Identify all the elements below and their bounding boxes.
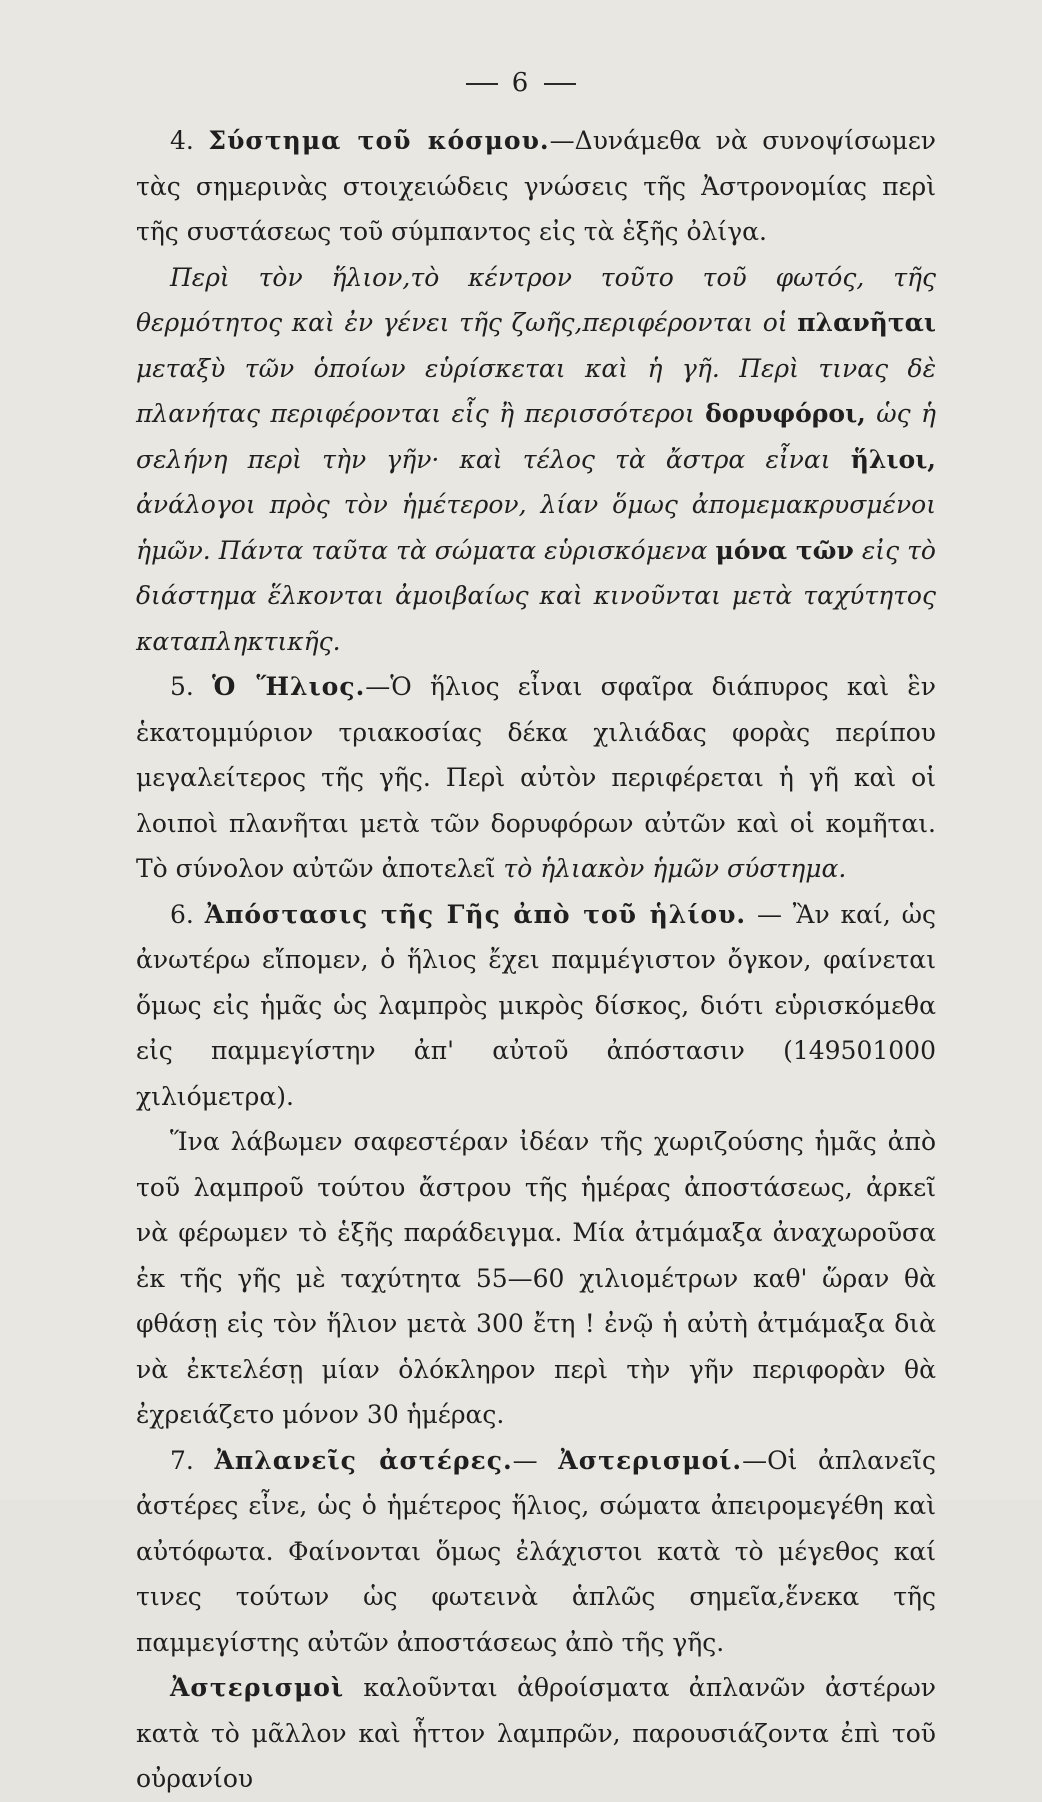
section-4-italic-b: μεταξὺ τῶν ὁποίων εὑρίσκεται καὶ ἡ γῆ. Περὶ τινας δὲ πλανήτας περιφέρονται εἷς ἢ περισσότεροι (136, 353, 936, 428)
page-header (0, 68, 1042, 98)
section-5-number: 5. (170, 672, 194, 701)
section-7-paragraph (136, 1438, 936, 1666)
term-suns: ἥλιοι, (850, 444, 936, 474)
section-7-text-2: καλοῦνται ἀθροίσματα ἀπλανῶν ἀστέρων κατὰ τὸ μᾶλλον καὶ ἧττον λαμπρῶν, παρουσιάζοντα ἐπὶ τοῦ οὐρανίου (136, 1673, 936, 1793)
section-6-dash: — (756, 899, 782, 929)
section-4-italic-e: εἰς τὸ διάστημα ἕλκονται ἀμοιβαίως καὶ κινοῦνται μετὰ ταχύτητος καταπληκτικῆς. (136, 535, 936, 656)
section-7-number: 7. (170, 1445, 194, 1475)
section-7-dash-2: — (742, 1445, 768, 1475)
section-7-title-2: Ἀστερισμοί. (558, 1445, 743, 1475)
page-body (136, 118, 936, 1802)
section-4-italic-paragraph (136, 255, 936, 665)
section-5-italic: τὸ ἡλιακὸν ἡμῶν σύστημα. (503, 854, 847, 883)
section-5-paragraph (136, 664, 936, 892)
header-dash-left (466, 83, 498, 85)
section-7-dash: — (512, 1445, 538, 1475)
section-4-italic-d: ἀνάλογοι πρὸς τὸν ἡμέτερον, λίαν ὅμως ἀπομεμακρυσμένοι ἡμῶν. Πάντα ταῦτα τὰ σώματα εὑρισκόμενα (136, 490, 936, 565)
section-4-dash: — (549, 126, 575, 155)
section-6-number: 6. (170, 899, 194, 929)
section-6-paragraph-2 (136, 1119, 936, 1438)
section-5-text: Ὁ ἥλιος εἶναι σφαῖρα διάπυρος καὶ ἓν ἑκατομμύριον τριακοσίας δέκα χιλιάδας φορὰς περίπου μεγαλείτερος τῆς γῆς. Περὶ αὐτὸν περιφέρεται ἡ γῆ καὶ οἱ λοιποὶ πλανῆται μετὰ τῶν δορυφόρων αὐτῶν καὶ οἱ κομῆται. Τὸ σύνολον αὐτῶν ἀποτελεῖ (136, 672, 937, 883)
section-6-paragraph (136, 892, 936, 1120)
header-dash-right (544, 83, 576, 85)
section-4-text: Δυνάμεθα νὰ συνοψίσωμεν τὰς σημερινὰς στοιχειώδεις γνώσεις τῆς Ἀστρονομίας περὶ τῆς συστάσεως τοῦ σύμπαντος εἰς τὰ ἑξῆς ὀλίγα. (136, 126, 937, 246)
section-4-italic-a: Περὶ τὸν ἥλιον,τὸ κέντρον τοῦτο τοῦ φωτός, τῆς θερμότητος καὶ ἐν γένει τῆς ζωῆς,περιφέρονται οἱ (136, 262, 936, 337)
section-6-text: Ἂν καί, ὡς ἀνωτέρω εἴπομεν, ὁ ἥλιος ἔχει παμμέγιστον ὄγκον, φαίνεται ὅμως εἰς ἡμᾶς ὡς λαμπρὸς μικρὸς δίσκος, διότι εὑρισκόμεθα εἰς παμμεγίστην ἀπ' αὐτοῦ ἀπόστασιν (149501000 χιλιόμετρα). (136, 899, 936, 1111)
section-4-title: Σύστημα τοῦ κόσμου. (208, 126, 550, 155)
term-satellites: δορυφόροι, (705, 399, 866, 428)
section-6-title: Ἀπόστασις τῆς Γῆς ἀπὸ τοῦ ἡλίου. (204, 899, 747, 929)
page-number: 6 (511, 68, 531, 98)
section-5-title: Ὁ Ἥλιος. (212, 672, 366, 701)
term-constellations: Ἀστερισμοὶ (170, 1673, 345, 1702)
section-7-title: Ἀπλανεῖς ἀστέρες. (214, 1445, 513, 1475)
term-planets: πλανῆται (797, 308, 936, 337)
section-6-text-2: Ἵνα λάβωμεν σαφεστέραν ἰδέαν τῆς χωριζούσης ἡμᾶς ἀπὸ τοῦ λαμπροῦ τούτου ἄστρου τῆς ἡμέρας ἀποστάσεως, ἀρκεῖ νὰ φέρωμεν τὸ ἑξῆς παράδειγμα. Μία ἀτμάμαξα ἀναχωροῦσα ἐκ τῆς γῆς μὲ ταχύτητα 55—60 χιλιομέτρων καθ' ὥραν θὰ φθάσῃ εἰς τὸν ἥλιον μετὰ 300 ἔτη ! ἐνῷ ἡ αὐτὴ ἀτμάμαξα διὰ νὰ ἐκτελέσῃ μίαν ὁλόκληρον περὶ τὴν γῆν περιφορὰν θὰ ἐχρειάζετο μόνον 30 ἡμέρας. (136, 1127, 936, 1429)
term-only: μόνα τῶν (715, 535, 854, 565)
section-5-dash: — (365, 672, 391, 701)
section-4-number: 4. (170, 126, 194, 155)
section-7-text: Οἱ ἀπλανεῖς ἀστέρες εἶνε, ὡς ὁ ἡμέτερος ἥλιος, σώματα ἀπειρομεγέθη καὶ αὐτόφωτα. Φαίνονται ὅμως ἐλάχιστοι κατὰ τὸ μέγεθος καί τινες τούτων ὡς φωτεινὰ ἁπλῶς σημεῖα,ἕνεκα τῆς παμμεγίστης αὐτῶν ἀποστάσεως ἀπὸ τῆς γῆς. (136, 1445, 936, 1657)
section-4-paragraph (136, 118, 936, 255)
section-4-italic-c: ὡς ἡ σελήνη περὶ τὴν γῆν· καὶ τέλος τὰ ἄστρα εἶναι (136, 399, 936, 474)
section-7-paragraph-2 (136, 1665, 936, 1802)
